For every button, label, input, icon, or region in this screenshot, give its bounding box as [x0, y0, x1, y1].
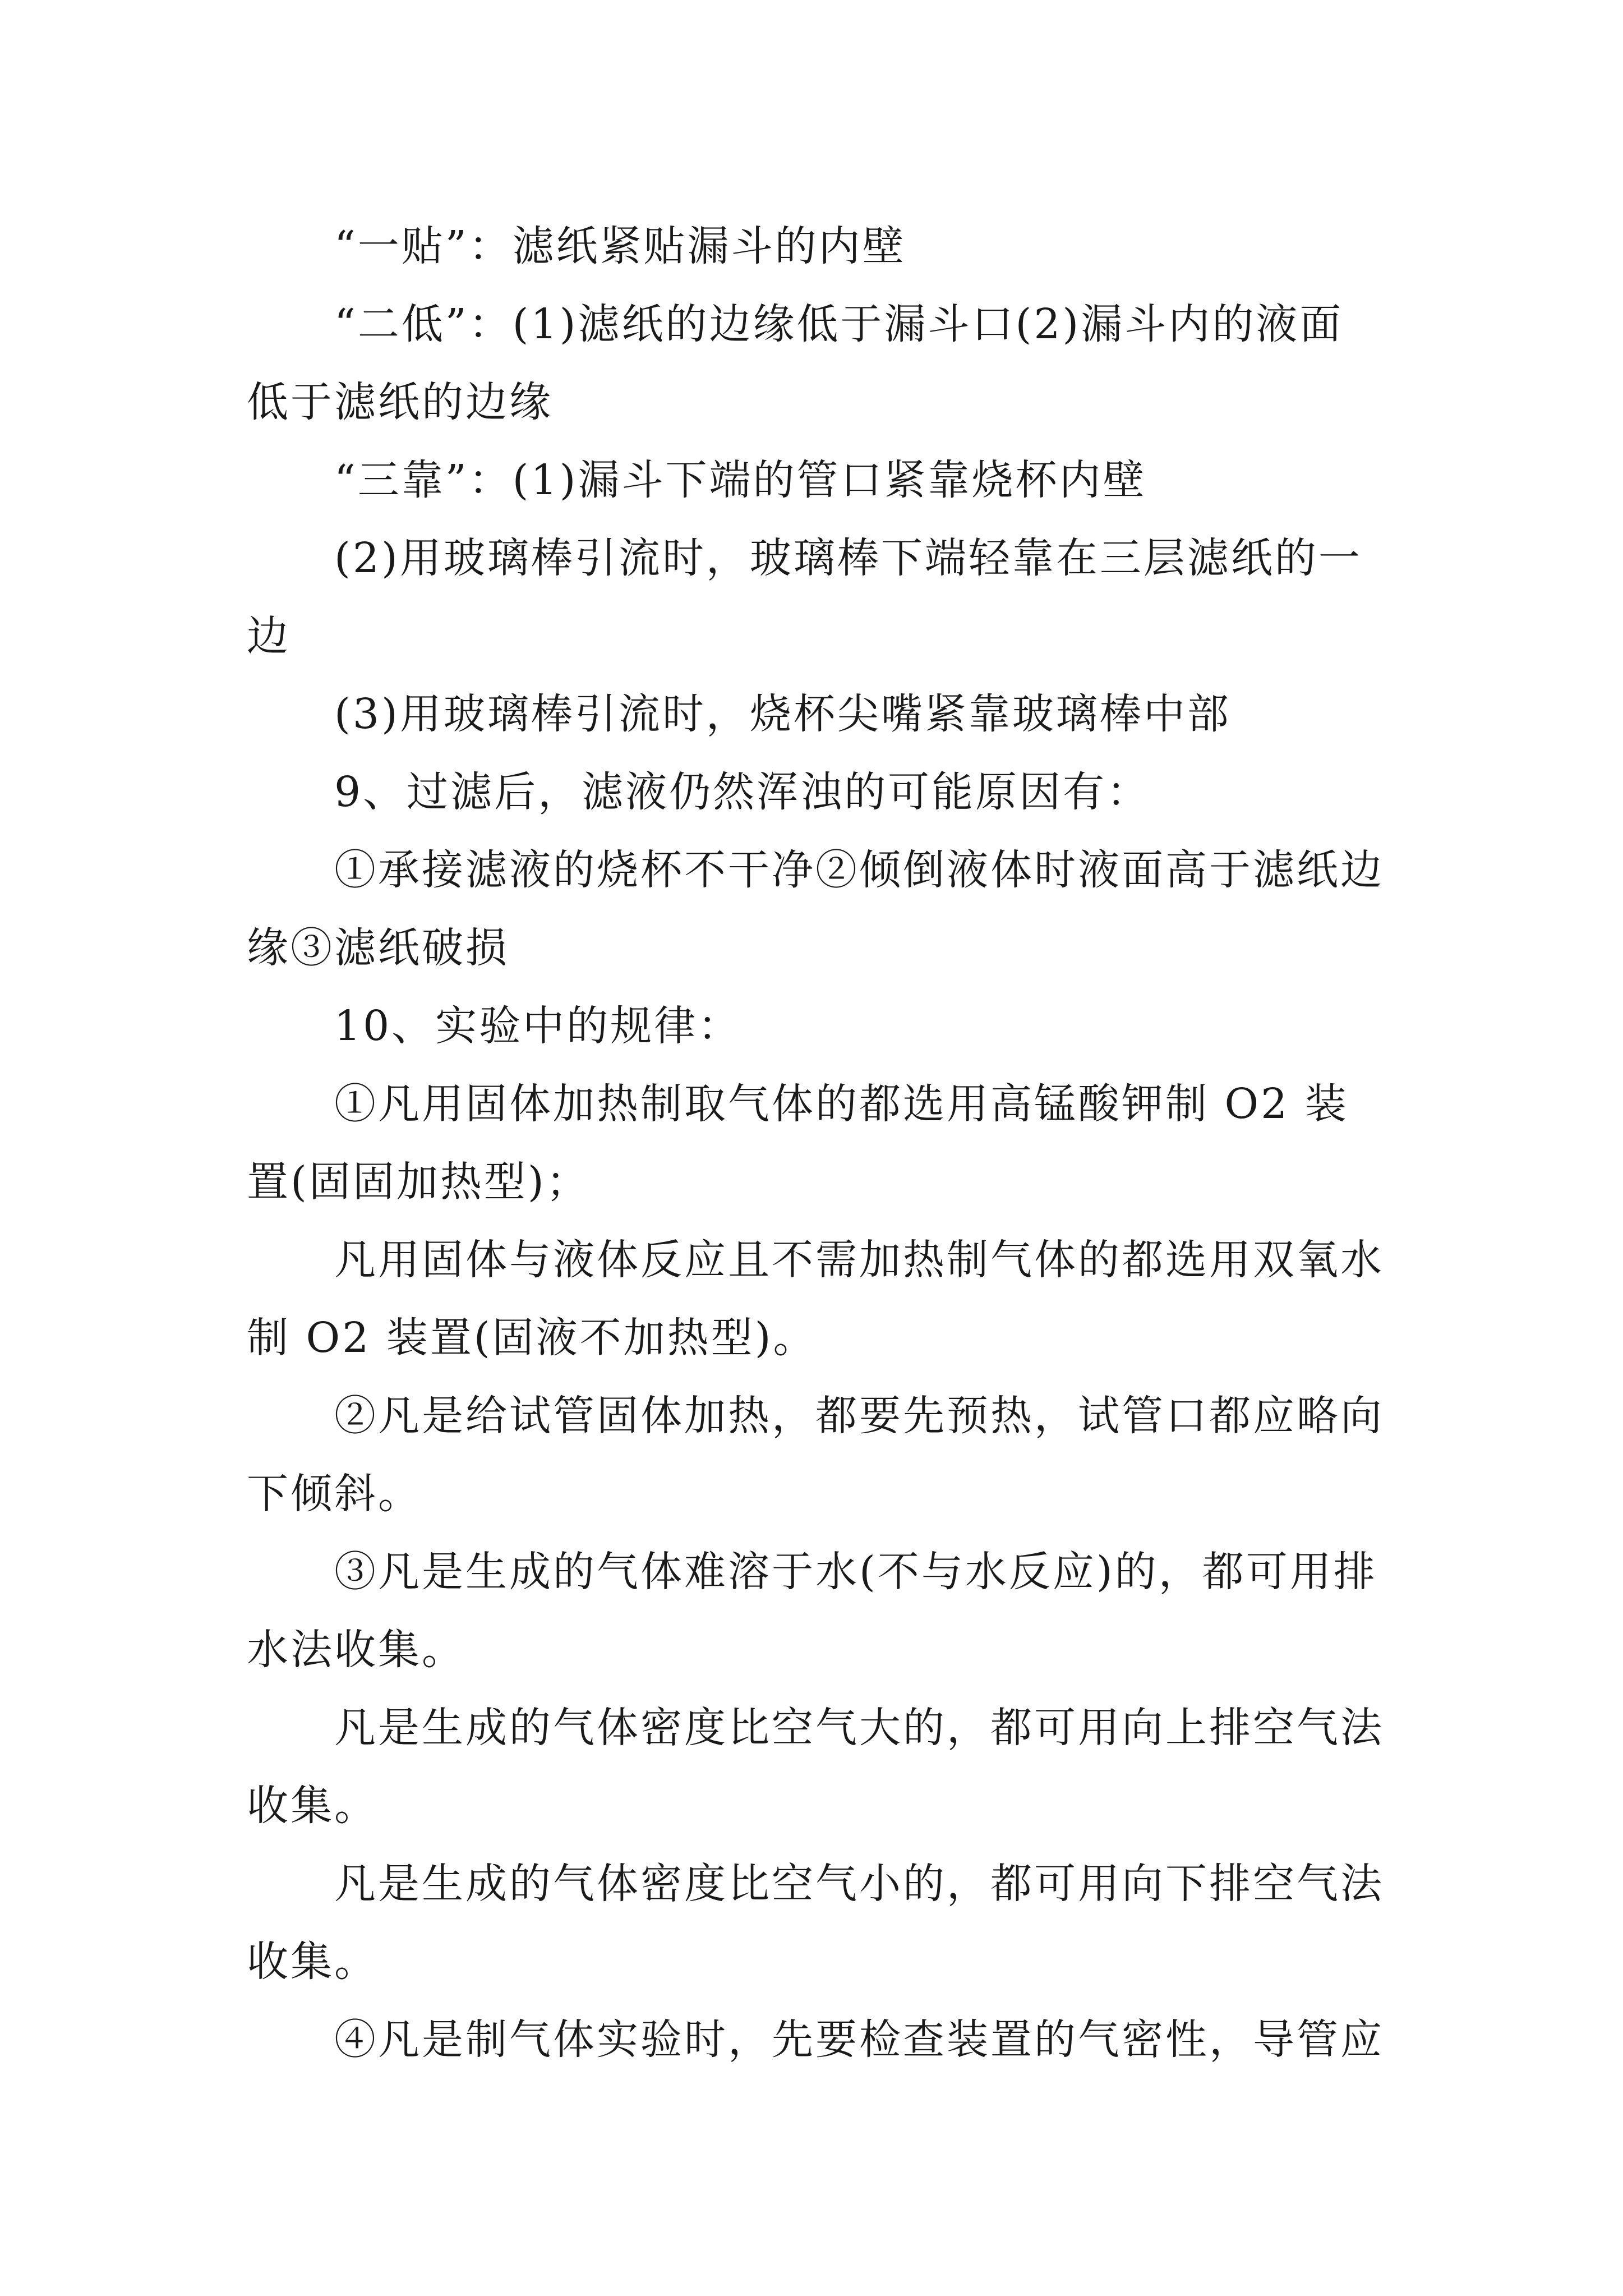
paragraph-rule-2: ②凡是给试管固体加热，都要先预热，试管口都应略向下倾斜。 — [247, 1392, 1384, 1518]
paragraph-rule-3c: 凡是生成的气体密度比空气小的，都可用向下排空气法收集。 — [247, 1860, 1384, 1986]
paragraph-san-kao-3: (3)用玻璃棒引流时，烧杯尖嘴紧靠玻璃棒中部 — [334, 690, 1231, 738]
paragraph-rule-1a: ①凡用固体加热制取气体的都选用高锰酸钾制 O2 装置(固固加热型)； — [247, 1080, 1349, 1206]
paragraph-item-9-reasons: ①承接滤液的烧杯不干净②倾倒液体时液面高于滤纸边缘③滤纸破损 — [247, 846, 1384, 972]
paragraph-san-kao-2: (2)用玻璃棒引流时，玻璃棒下端轻靠在三层滤纸的一边 — [247, 534, 1362, 660]
paragraph-san-kao: “三靠”：(1)漏斗下端的管口紧靠烧杯内壁 — [334, 456, 1147, 504]
paragraph-rule-4: ④凡是制气体实验时，先要检查装置的气密性，导管应 — [334, 2016, 1384, 2064]
paragraph-rule-1b: 凡用固体与液体反应且不需加热制气体的都选用双氧水制 O2 装置(固液不加热型)。 — [247, 1236, 1384, 1362]
paragraph-er-di: “二低”：(1)滤纸的边缘低于漏斗口(2)漏斗内的液面低于滤纸的边缘 — [247, 300, 1344, 426]
paragraph-item-10-heading: 10、实验中的规律： — [334, 1002, 742, 1050]
paragraph-yi-tie: “一贴”：滤纸紧贴漏斗的内壁 — [334, 222, 906, 270]
paragraph-item-9-heading: 9、过滤后，滤液仍然浑浊的可能原因有： — [334, 768, 1151, 816]
document-body — [247, 208, 1385, 2079]
paragraph-rule-3b: 凡是生成的气体密度比空气大的，都可用向上排空气法收集。 — [247, 1704, 1384, 1830]
paragraph-rule-3a: ③凡是生成的气体难溶于水(不与水反应)的，都可用排水法收集。 — [247, 1548, 1377, 1674]
